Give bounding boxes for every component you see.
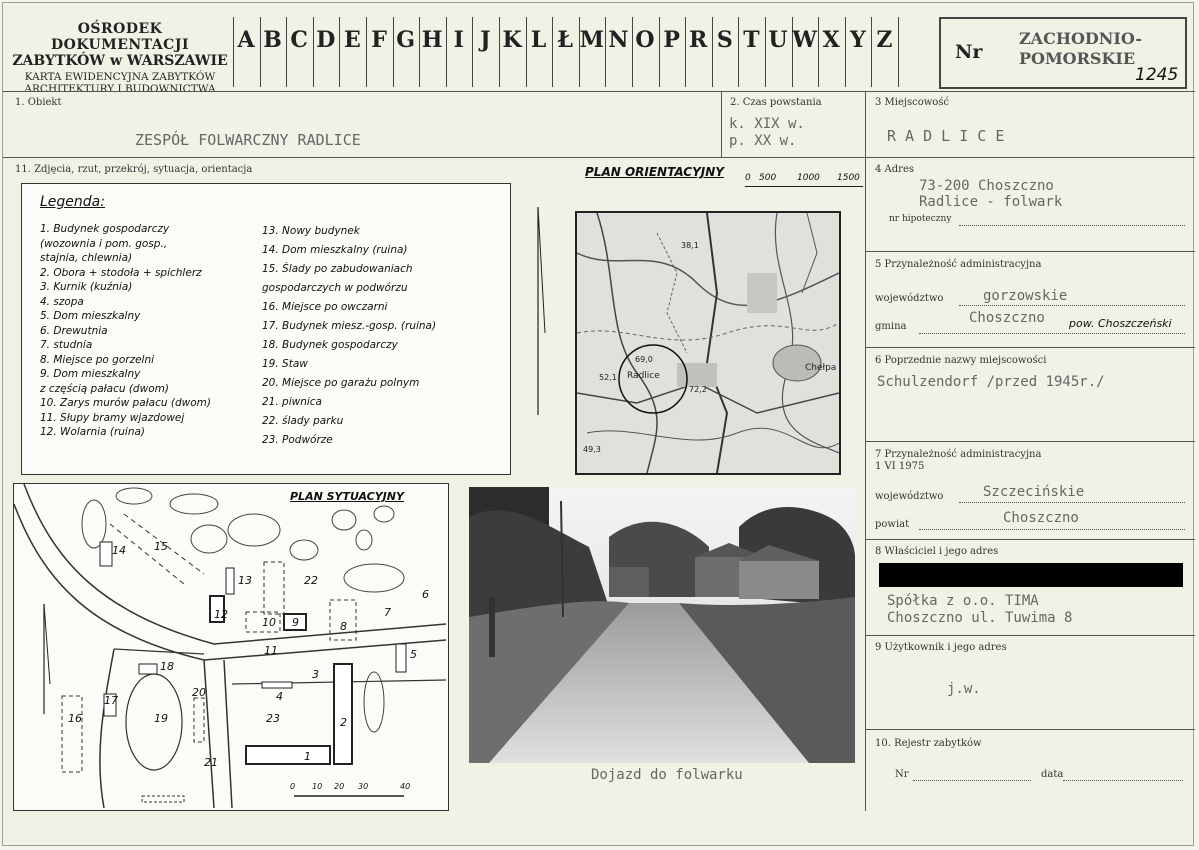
site-plan-number: 18 bbox=[160, 660, 174, 673]
powiat-label: powiat bbox=[875, 519, 910, 530]
legend-item: 5. Dom mieszkalny bbox=[40, 310, 141, 322]
redacted-owner-bar bbox=[879, 563, 1183, 587]
classification-letter: U bbox=[768, 27, 788, 53]
classification-letter: F bbox=[371, 27, 387, 53]
classification-letter: S bbox=[716, 27, 733, 53]
site-plan-number: 14 bbox=[112, 544, 126, 557]
legend-item: 16. Miejsce po owczarni bbox=[262, 301, 388, 313]
site-plan-drawing bbox=[14, 484, 446, 808]
site-plan-number: 11 bbox=[264, 644, 278, 657]
map-label-height-2: 52,1 bbox=[599, 373, 617, 382]
rejestr-label: 10. Rejestr zabytków bbox=[875, 738, 982, 749]
site-plan-number: 15 bbox=[154, 540, 168, 553]
map-label-height-4: 72,2 bbox=[689, 385, 707, 394]
legend-title: Legenda: bbox=[40, 194, 105, 210]
region-number: 1245 bbox=[1135, 65, 1179, 85]
site-plan-scale-label: 40 bbox=[400, 782, 411, 791]
legend-item: 6. Drewutnia bbox=[40, 324, 108, 337]
gmina-value: Choszczno bbox=[969, 310, 1045, 326]
obiekt-label: 1. Obiekt bbox=[15, 97, 62, 108]
site-plan-number: 1 bbox=[304, 750, 311, 763]
map-label-height-3: 49,3 bbox=[583, 445, 601, 454]
legend-item: 17. Budynek miesz.-gosp. (ruina) bbox=[262, 320, 437, 332]
site-plan-scale-label: 20 bbox=[334, 782, 345, 791]
site-plan-title: PLAN SYTUACYJNY bbox=[290, 490, 404, 503]
legend-item: 22. ślady parku bbox=[262, 415, 344, 427]
przynal1975-label-1: 7 Przynależność administracyjna bbox=[875, 449, 1042, 460]
legend-item: 8. Miejsce po gorzelni bbox=[40, 353, 155, 366]
legend-item: 11. Słupy bramy wjazdowej bbox=[40, 411, 185, 424]
classification-letter: H bbox=[421, 27, 443, 53]
classification-letter: A bbox=[237, 27, 255, 53]
map-label-radlice: Radlice bbox=[627, 371, 660, 381]
topographic-map bbox=[575, 211, 841, 475]
site-plan-number: 6 bbox=[422, 588, 429, 601]
plan-orient-title: PLAN ORIENTACYJNY bbox=[585, 165, 724, 179]
site-plan-number: 3 bbox=[312, 668, 319, 681]
site-plan-number: 2 bbox=[340, 716, 347, 729]
classification-letter: X bbox=[822, 27, 840, 53]
site-plan-number: 20 bbox=[192, 686, 206, 699]
classification-letter: W bbox=[792, 27, 817, 53]
region-line-2: POMORSKIE bbox=[1019, 49, 1136, 68]
poprzednie-value: Schulzendorf /przed 1945r./ bbox=[877, 374, 1105, 390]
legend-item: stajnia, chlewnia) bbox=[40, 252, 133, 264]
classification-letter: K bbox=[502, 27, 522, 53]
classification-letter: J bbox=[480, 27, 491, 53]
legend-item: 18. Budynek gospodarczy bbox=[262, 339, 398, 351]
nr-label: Nr bbox=[955, 41, 983, 63]
site-plan-number: 4 bbox=[276, 690, 283, 703]
wlasciciel-label: 8 Właściciel i jego adres bbox=[875, 546, 999, 557]
miejscowosc-label: 3 Miejscowość bbox=[875, 97, 950, 108]
legend-item: 19. Staw bbox=[262, 358, 308, 370]
site-plan-number: 13 bbox=[238, 574, 252, 587]
org-line-1: OŚRODEK DOKUMENTACJI bbox=[50, 21, 189, 53]
zdjecia-label: 11. Zdjęcia, rzut, przekrój, sytuacja, orientacja bbox=[15, 164, 253, 175]
site-plan-number: 10 bbox=[262, 616, 276, 629]
czas-line-1: k. XIX w. bbox=[729, 116, 805, 132]
classification-letter: Ł bbox=[557, 27, 573, 53]
legend-item: 10. Zarys murów pałacu (dwom) bbox=[40, 397, 211, 409]
legend-item: z częścią pałacu (dwom) bbox=[40, 382, 169, 395]
legend-item: 1. Budynek gospodarczy bbox=[40, 223, 170, 235]
classification-letter: Y bbox=[849, 27, 866, 53]
legend-item: 13. Nowy budynek bbox=[262, 225, 360, 237]
legend-item: 23. Podwórze bbox=[262, 434, 333, 446]
record-card bbox=[2, 2, 1194, 846]
wojewodztwo-label: województwo bbox=[875, 293, 944, 304]
classification-letter: G bbox=[396, 27, 415, 53]
przynal1975-label-2: 1 VI 1975 bbox=[875, 461, 925, 472]
legend-item: 3. Kurnik (kuźnia) bbox=[40, 281, 133, 293]
classification-letter: C bbox=[290, 27, 308, 53]
site-plan-scale-label: 10 bbox=[312, 782, 323, 791]
przynal-label: 5 Przynależność administracyjna bbox=[875, 259, 1042, 270]
poprzednie-label: 6 Poprzednie nazwy miejscowości bbox=[875, 355, 1047, 366]
legend-right-column bbox=[262, 222, 508, 450]
classification-letter: T bbox=[743, 27, 760, 53]
legend-item: 14. Dom mieszkalny (ruina) bbox=[262, 244, 408, 256]
site-plan-number: 5 bbox=[410, 648, 417, 661]
uzytkownik-label: 9 Użytkownik i jego adres bbox=[875, 642, 1007, 653]
wojewodztwo2-value: Szczecińskie bbox=[983, 484, 1085, 500]
site-plan-number: 17 bbox=[104, 694, 118, 707]
site-plan-number: 8 bbox=[340, 620, 347, 633]
classification-letter: B bbox=[263, 27, 282, 53]
org-header bbox=[7, 21, 233, 95]
site-plan bbox=[13, 483, 449, 811]
site-plan-number: 21 bbox=[204, 756, 218, 769]
classification-letter: Z bbox=[876, 27, 893, 53]
classification-letter: L bbox=[530, 27, 547, 53]
site-plan-scale-label: 30 bbox=[358, 782, 369, 791]
wojewodztwo-value: gorzowskie bbox=[983, 288, 1068, 304]
czas-label: 2. Czas powstania bbox=[730, 97, 822, 108]
legend-item: gospodarczych w podwórzu bbox=[262, 282, 408, 294]
classification-letter: E bbox=[344, 27, 361, 53]
adres-label: 4 Adres bbox=[875, 164, 914, 175]
letter-separator bbox=[898, 17, 899, 87]
org-line-4: ARCHITEKTURY I BUDOWNICTWA bbox=[24, 83, 216, 95]
region-line-1: ZACHODNIO- bbox=[1019, 29, 1143, 48]
legend-left-column bbox=[40, 222, 266, 440]
site-plan-scale-label: 0 bbox=[290, 782, 296, 791]
org-line-3: KARTA EWIDENCYJNA ZABYTKÓW bbox=[24, 71, 216, 83]
site-plan-number: 12 bbox=[214, 608, 228, 621]
legend-item: 7. studnia bbox=[40, 339, 93, 351]
classification-letter: I bbox=[453, 27, 464, 53]
czas-line-2: p. XX w. bbox=[729, 133, 797, 149]
classification-letter: P bbox=[663, 27, 680, 53]
powiat-value: Choszczno bbox=[1003, 510, 1079, 526]
legend-item: 21. piwnica bbox=[262, 396, 322, 408]
adres-line-2: Radlice - folwark bbox=[919, 194, 1063, 210]
rejestr-data-label: data bbox=[1041, 769, 1064, 780]
map-label-height-5: 38,1 bbox=[681, 241, 699, 250]
map-label-height-1: 69,0 bbox=[635, 355, 653, 364]
hipoteka-label: nr hipoteczny bbox=[889, 214, 952, 224]
gmina-label: gmina bbox=[875, 321, 907, 332]
legend-item: (wozownia i pom. gosp., bbox=[40, 237, 168, 250]
site-plan-number: 22 bbox=[304, 574, 318, 587]
legend-item: 4. szopa bbox=[40, 295, 84, 308]
legend-item: 20. Miejsce po garażu polnym bbox=[262, 377, 420, 389]
farmstead-photo bbox=[469, 487, 855, 763]
legend-item: 12. Wolarnia (ruina) bbox=[40, 426, 146, 438]
legend-item: 9. Dom mieszkalny bbox=[40, 368, 141, 380]
site-plan-number: 23 bbox=[266, 712, 280, 725]
classification-letter: D bbox=[316, 27, 336, 53]
legend-item: 15. Ślady po zabudowaniach bbox=[262, 263, 413, 275]
classification-letter: R bbox=[689, 27, 708, 53]
site-plan-number: 19 bbox=[154, 712, 168, 725]
classification-letter: N bbox=[608, 27, 629, 53]
rejestr-nr-label: Nr bbox=[895, 769, 909, 780]
uzytkownik-value: j.w. bbox=[947, 681, 981, 697]
plan-orient-scale: 0 500 1000 1500 bbox=[745, 177, 863, 197]
org-line-2: ZABYTKÓW w WARSZAWIE bbox=[12, 53, 228, 69]
adres-line-1: 73-200 Choszczno bbox=[919, 178, 1054, 194]
wojewodztwo2-label: województwo bbox=[875, 491, 944, 502]
wlasciciel-line-1: Spółka z o.o. TIMA bbox=[887, 593, 1039, 609]
north-arrow-icon bbox=[523, 203, 553, 423]
photo-caption: Dojazd do folwarku bbox=[591, 767, 743, 783]
obiekt-value: ZESPÓŁ FOLWARCZNY RADLICE bbox=[135, 131, 361, 149]
site-plan-number: 7 bbox=[384, 606, 391, 619]
classification-letter: O bbox=[635, 27, 655, 53]
map-label-chelpa: Chełpa bbox=[805, 363, 837, 373]
classification-letter: M bbox=[579, 27, 604, 53]
gmina-pow: pow. Choszczeński bbox=[1069, 317, 1172, 330]
legend-item: 2. Obora + stodoła + spichlerz bbox=[40, 266, 202, 279]
miejscowosc-value: R A D L I C E bbox=[887, 127, 1005, 145]
site-plan-number: 16 bbox=[68, 712, 82, 725]
wlasciciel-line-2: Choszczno ul. Tuwima 8 bbox=[887, 610, 1073, 626]
legend-box bbox=[21, 183, 511, 475]
site-plan-number: 9 bbox=[292, 616, 299, 629]
